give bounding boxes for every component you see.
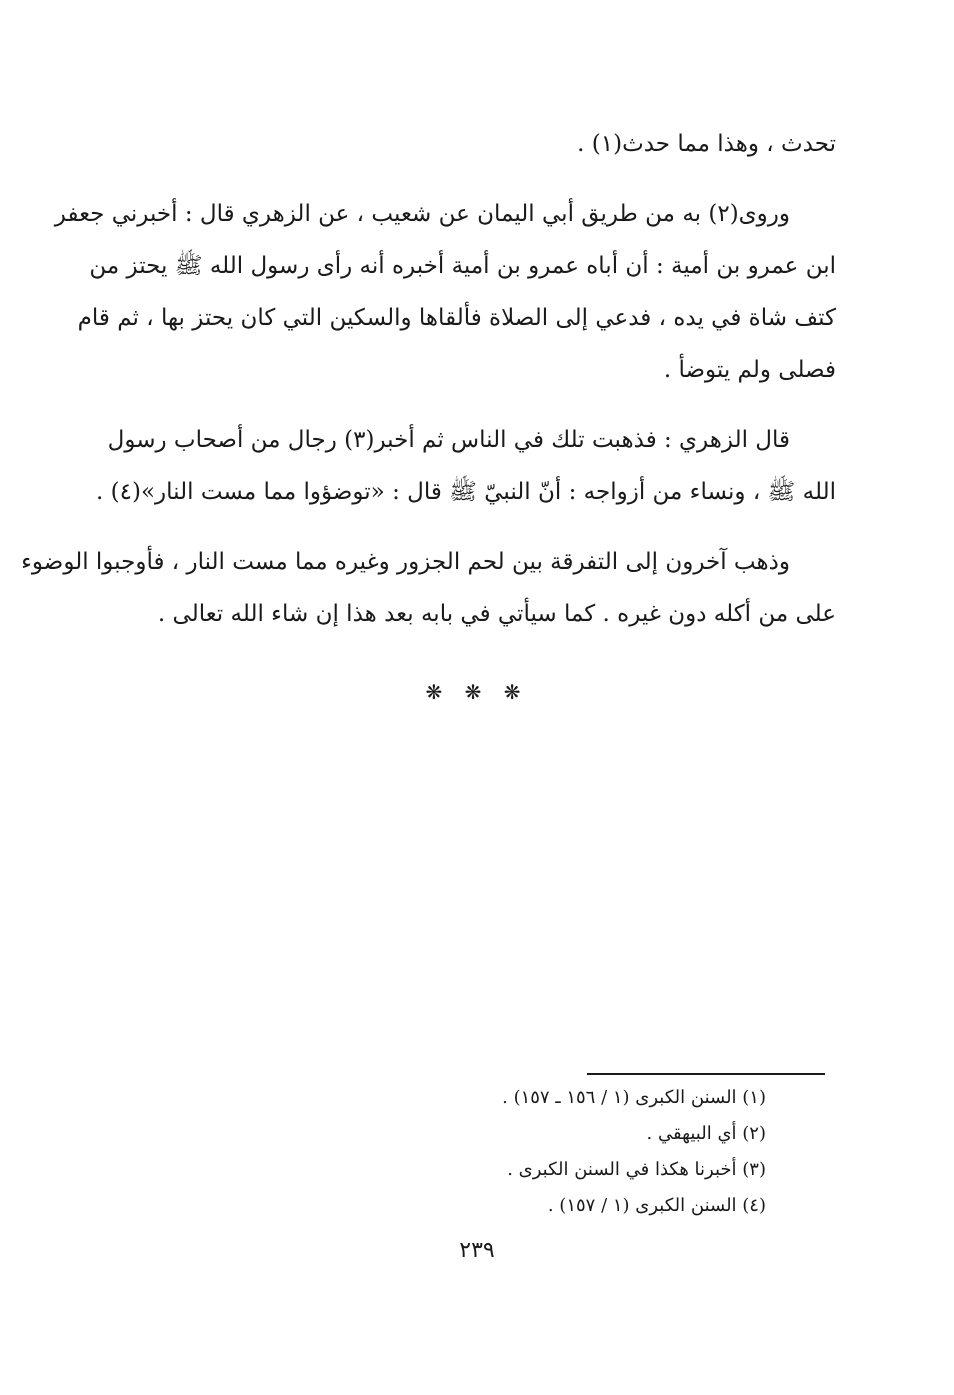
text-line: على من أكله دون غيره . كما سيأتي في بابه بعد هذا إن شاء الله تعالى . <box>157 601 836 627</box>
footnotes <box>366 1080 766 1224</box>
text-line: قال الزهري : فذهبت تلك في الناس ثم أخبر(٣) رجال من أصحاب رسول <box>107 427 790 453</box>
footnote: (٣) أخبرنا هكذا في السنن الكبرى . <box>507 1159 766 1180</box>
footnote-rule <box>587 1073 825 1075</box>
main-text <box>21 118 836 640</box>
text-line: كتف شاة في يده ، فدعي إلى الصلاة فألقاها والسكين التي كان يحتز بها ، ثم قام <box>77 305 836 331</box>
page-number: ٢٣٩ <box>459 1238 495 1263</box>
text-line: الله ﷺ ، ونساء من أزواجه : أنّ النبيّ ﷺ قال : «توضؤوا مما مست النار»(٤) . <box>96 479 836 505</box>
text-line: وروى(٢) به من طريق أبي اليمان عن شعيب ، عن الزهري قال : أخبرني جعفر <box>54 201 790 227</box>
text-line: فصلى ولم يتوضأ . <box>663 357 836 383</box>
text-line: ابن عمرو بن أمية : أن أباه عمرو بن أمية أخبره أنه رأى رسول الله ﷺ يحتز من <box>89 253 836 279</box>
footnote: (٢) أي البيهقي . <box>646 1123 766 1144</box>
footnote: (٤) السنن الكبرى (١ / ١٥٧) . <box>547 1195 766 1216</box>
text-line: وذهب آخرون إلى التفرقة بين لحم الجزور وغيره مما مست النار ، فأوجبوا الوضوء <box>21 549 790 575</box>
section-separator: ❋ ❋ ❋ <box>425 680 529 704</box>
footnote: (١) السنن الكبرى (١ / ١٥٦ ـ ١٥٧) . <box>502 1087 766 1108</box>
text-line: تحدث ، وهذا مما حدث(١) . <box>577 131 836 157</box>
